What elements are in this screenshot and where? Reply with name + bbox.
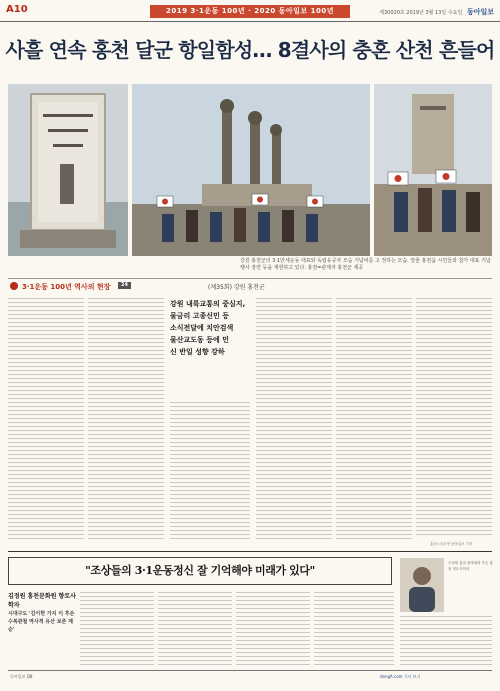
footer-link[interactable]: dongA.com 기사 보기 <box>380 674 421 679</box>
footer-divider <box>8 670 492 671</box>
pull-quote-line: 소식전달에 치안검색 <box>170 324 234 332</box>
issue-date: 제30020호 2019년 3월 13일 수요일 <box>379 10 463 16</box>
section-divider <box>8 551 492 552</box>
photo-caption: 강원 홍천군의 3·1만세운동 대표와 독립유공자 모습 기념비를 고 정하는 모습. 앞줄 홍천읍 시민들과 참가 대표 기념행사 장면 등을 재현하고 있다. 홍천=관계자 홍천군 제공 <box>240 258 491 271</box>
article-column-1 <box>8 298 84 540</box>
interview-title: 김정원 홍천문화원 향토사학자 <box>8 593 76 609</box>
series-header <box>8 278 492 291</box>
monument-ceremony-photo <box>132 84 370 256</box>
footer-credit: 동아일보 DB <box>10 674 33 679</box>
article-column-4 <box>256 298 332 540</box>
interview-subtitle: 시대구도 '김이현 가지 이 후손 <box>8 611 75 617</box>
page-header <box>0 0 500 22</box>
pull-quote <box>170 298 250 398</box>
interview-column-4 <box>314 592 394 668</box>
series-title: 3·1운동 100년 역사의 현장 <box>22 283 111 291</box>
pull-quote-line: 물금리 고종신민 등 <box>170 312 229 320</box>
article-column-2 <box>88 298 164 540</box>
page-number: A10 <box>6 4 28 15</box>
memorial-stone-photo <box>8 84 128 256</box>
article-column-3 <box>170 402 250 540</box>
main-headline: 사흘 연속 홍천 달군 항일함성… 8결사의 충혼 산천 흔들어 <box>5 38 495 62</box>
interview-subtitle: 수복관철 역사적 유산 보존 계승' <box>8 619 73 633</box>
interview-intro <box>8 592 76 634</box>
article-column-6 <box>416 298 492 538</box>
photo-strip <box>8 84 492 256</box>
series-location: (제35회) 강원 홍천군 <box>208 284 265 291</box>
series-number: 24 <box>118 282 131 289</box>
interviewee-portrait <box>400 558 444 612</box>
pull-quote-line: 물산교도동 등에 민 <box>170 336 229 344</box>
brand-name: 동아일보 <box>466 8 494 16</box>
reporter-credit: 홍천=김소영 동아일보 기자 <box>430 542 473 546</box>
series-bullet-icon <box>10 282 18 290</box>
article-column-5 <box>336 298 412 540</box>
section-banner: 2019 3·1운동 100년 · 2020 동아일보 100년 <box>150 5 350 18</box>
pull-quote-line: 신 반일 성향 강하 <box>170 348 225 356</box>
date-line <box>379 7 494 17</box>
flag-waving-photo <box>374 84 492 256</box>
interview-column-5 <box>400 616 492 668</box>
portrait-caption: 오성원 홍천 광복회장 후손 홍천 향토사학자 <box>448 561 494 571</box>
interview-column-3 <box>236 592 310 668</box>
interview-column-1 <box>80 592 154 668</box>
interview-column-2 <box>158 592 232 668</box>
pull-quote-line: 강원 내륙교통의 중심지, <box>170 300 246 308</box>
interview-headline: "조상들의 3·1운동정신 잘 기억해야 미래가 있다" <box>8 557 392 585</box>
